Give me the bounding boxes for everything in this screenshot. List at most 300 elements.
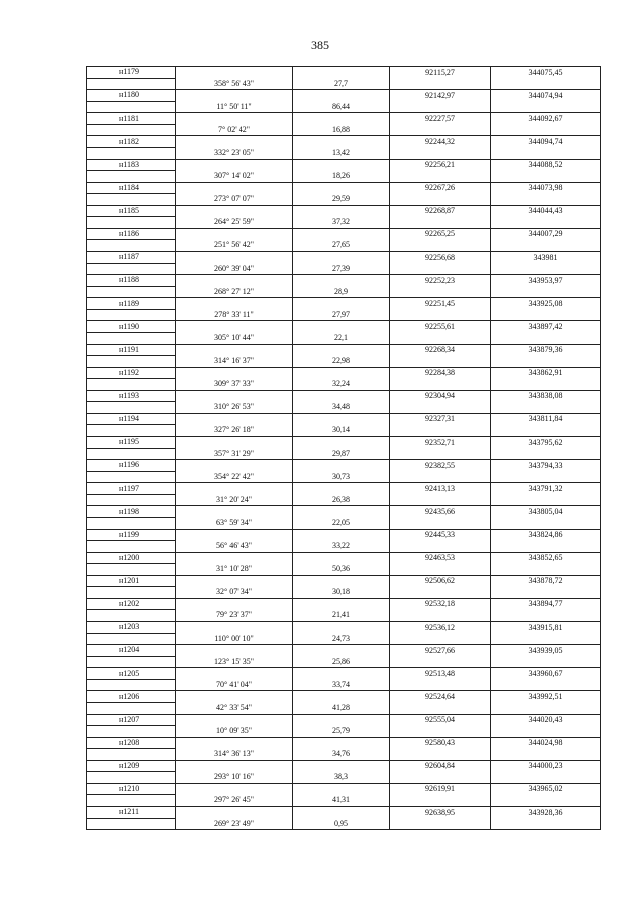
coordinates-table-body bbox=[87, 67, 601, 830]
empty-cell bbox=[176, 645, 293, 657]
direction-angle-cell: 358° 56' 43" bbox=[176, 78, 293, 90]
empty-cell bbox=[87, 379, 176, 391]
point-id-cell: н1179 bbox=[87, 67, 176, 79]
empty-cell bbox=[491, 171, 601, 183]
empty-cell bbox=[293, 598, 390, 610]
table-row bbox=[87, 818, 601, 830]
point-id-cell: н1200 bbox=[87, 552, 176, 564]
empty-cell bbox=[293, 205, 390, 217]
segment-length-cell: 30,18 bbox=[293, 587, 390, 599]
table-row bbox=[87, 494, 601, 506]
empty-cell bbox=[293, 344, 390, 356]
page-number: 385 bbox=[311, 38, 329, 52]
table-row bbox=[87, 171, 601, 183]
direction-angle-cell: 314° 16' 37" bbox=[176, 356, 293, 368]
empty-cell bbox=[390, 217, 491, 229]
table-row bbox=[87, 275, 601, 287]
x-coordinate-cell: 92604,84 bbox=[390, 760, 491, 772]
empty-cell bbox=[293, 321, 390, 333]
empty-cell bbox=[87, 101, 176, 113]
empty-cell bbox=[87, 356, 176, 368]
x-coordinate-cell: 92227,57 bbox=[390, 113, 491, 125]
point-id-cell: н1202 bbox=[87, 598, 176, 610]
x-coordinate-cell: 92445,33 bbox=[390, 529, 491, 541]
table-row bbox=[87, 726, 601, 738]
point-id-cell: н1190 bbox=[87, 321, 176, 333]
x-coordinate-cell: 92638,95 bbox=[390, 807, 491, 819]
segment-length-cell: 18,26 bbox=[293, 171, 390, 183]
empty-cell bbox=[390, 448, 491, 460]
empty-cell bbox=[176, 529, 293, 541]
segment-length-cell: 13,42 bbox=[293, 147, 390, 159]
y-coordinate-cell: 344024,98 bbox=[491, 737, 601, 749]
empty-cell bbox=[176, 413, 293, 425]
empty-cell bbox=[390, 286, 491, 298]
empty-cell bbox=[293, 783, 390, 795]
segment-length-cell: 26,38 bbox=[293, 494, 390, 506]
y-coordinate-cell: 343953,97 bbox=[491, 275, 601, 287]
y-coordinate-cell: 344000,23 bbox=[491, 760, 601, 772]
empty-cell bbox=[176, 252, 293, 264]
point-id-cell: н1195 bbox=[87, 437, 176, 449]
empty-cell bbox=[293, 760, 390, 772]
x-coordinate-cell: 92527,66 bbox=[390, 645, 491, 657]
empty-cell bbox=[390, 610, 491, 622]
empty-cell bbox=[176, 437, 293, 449]
empty-cell bbox=[390, 402, 491, 414]
table-row bbox=[87, 783, 601, 795]
table-row bbox=[87, 668, 601, 680]
point-id-cell: н1185 bbox=[87, 205, 176, 217]
empty-cell bbox=[390, 679, 491, 691]
empty-cell bbox=[176, 344, 293, 356]
empty-cell bbox=[87, 517, 176, 529]
empty-cell bbox=[491, 564, 601, 576]
empty-cell bbox=[176, 90, 293, 102]
y-coordinate-cell: 343879,36 bbox=[491, 344, 601, 356]
empty-cell bbox=[491, 494, 601, 506]
table-row bbox=[87, 402, 601, 414]
empty-cell bbox=[491, 772, 601, 784]
direction-angle-cell: 327° 26' 18" bbox=[176, 425, 293, 437]
empty-cell bbox=[491, 726, 601, 738]
x-coordinate-cell: 92268,87 bbox=[390, 205, 491, 217]
point-id-cell: н1196 bbox=[87, 460, 176, 472]
segment-length-cell: 27,65 bbox=[293, 240, 390, 252]
empty-cell bbox=[87, 124, 176, 136]
direction-angle-cell: 354° 22' 42" bbox=[176, 471, 293, 483]
empty-cell bbox=[176, 460, 293, 472]
direction-angle-cell: 269° 23' 49" bbox=[176, 818, 293, 830]
empty-cell bbox=[390, 471, 491, 483]
y-coordinate-cell: 344075,45 bbox=[491, 67, 601, 79]
table-row bbox=[87, 147, 601, 159]
direction-angle-cell: 70° 41' 04" bbox=[176, 679, 293, 691]
empty-cell bbox=[491, 818, 601, 830]
y-coordinate-cell: 344092,67 bbox=[491, 113, 601, 125]
segment-length-cell: 16,88 bbox=[293, 124, 390, 136]
direction-angle-cell: 273° 07' 07" bbox=[176, 194, 293, 206]
empty-cell bbox=[491, 749, 601, 761]
x-coordinate-cell: 92267,26 bbox=[390, 182, 491, 194]
empty-cell bbox=[491, 587, 601, 599]
table-row bbox=[87, 194, 601, 206]
direction-angle-cell: 260° 39' 04" bbox=[176, 263, 293, 275]
empty-cell bbox=[87, 494, 176, 506]
table-row bbox=[87, 471, 601, 483]
table-row bbox=[87, 182, 601, 194]
empty-cell bbox=[390, 541, 491, 553]
segment-length-cell: 22,05 bbox=[293, 517, 390, 529]
table-row bbox=[87, 101, 601, 113]
point-id-cell: н1186 bbox=[87, 228, 176, 240]
empty-cell bbox=[87, 194, 176, 206]
table-row bbox=[87, 344, 601, 356]
empty-cell bbox=[176, 298, 293, 310]
empty-cell bbox=[491, 217, 601, 229]
empty-cell bbox=[491, 101, 601, 113]
table-row bbox=[87, 136, 601, 148]
segment-length-cell: 30,14 bbox=[293, 425, 390, 437]
empty-cell bbox=[390, 702, 491, 714]
empty-cell bbox=[87, 679, 176, 691]
empty-cell bbox=[87, 471, 176, 483]
point-id-cell: н1192 bbox=[87, 367, 176, 379]
segment-length-cell: 41,28 bbox=[293, 702, 390, 714]
direction-angle-cell: 278° 33' 11" bbox=[176, 309, 293, 321]
empty-cell bbox=[176, 228, 293, 240]
empty-cell bbox=[491, 78, 601, 90]
direction-angle-cell: 357° 31' 29" bbox=[176, 448, 293, 460]
empty-cell bbox=[491, 541, 601, 553]
segment-length-cell: 29,59 bbox=[293, 194, 390, 206]
direction-angle-cell: 305° 10' 44" bbox=[176, 332, 293, 344]
direction-angle-cell: 123° 15' 35" bbox=[176, 656, 293, 668]
empty-cell bbox=[293, 575, 390, 587]
empty-cell bbox=[293, 437, 390, 449]
empty-cell bbox=[390, 494, 491, 506]
empty-cell bbox=[87, 587, 176, 599]
y-coordinate-cell: 343894,77 bbox=[491, 598, 601, 610]
empty-cell bbox=[87, 402, 176, 414]
empty-cell bbox=[293, 506, 390, 518]
table-row bbox=[87, 286, 601, 298]
empty-cell bbox=[176, 113, 293, 125]
empty-cell bbox=[390, 772, 491, 784]
direction-angle-cell: 32° 07' 34" bbox=[176, 587, 293, 599]
empty-cell bbox=[87, 772, 176, 784]
empty-cell bbox=[390, 309, 491, 321]
direction-angle-cell: 297° 26' 45" bbox=[176, 795, 293, 807]
x-coordinate-cell: 92619,91 bbox=[390, 783, 491, 795]
segment-length-cell: 29,87 bbox=[293, 448, 390, 460]
empty-cell bbox=[491, 633, 601, 645]
direction-angle-cell: 307° 14' 02" bbox=[176, 171, 293, 183]
empty-cell bbox=[293, 714, 390, 726]
segment-length-cell: 34,76 bbox=[293, 749, 390, 761]
empty-cell bbox=[176, 783, 293, 795]
x-coordinate-cell: 92244,32 bbox=[390, 136, 491, 148]
direction-angle-cell: 42° 33' 54" bbox=[176, 702, 293, 714]
segment-length-cell: 22,98 bbox=[293, 356, 390, 368]
y-coordinate-cell: 343897,42 bbox=[491, 321, 601, 333]
empty-cell bbox=[491, 795, 601, 807]
table-row bbox=[87, 645, 601, 657]
empty-cell bbox=[176, 737, 293, 749]
empty-cell bbox=[176, 159, 293, 171]
empty-cell bbox=[390, 633, 491, 645]
empty-cell bbox=[390, 147, 491, 159]
direction-angle-cell: 11° 50' 11" bbox=[176, 101, 293, 113]
empty-cell bbox=[87, 564, 176, 576]
empty-cell bbox=[390, 78, 491, 90]
empty-cell bbox=[87, 171, 176, 183]
table-row bbox=[87, 517, 601, 529]
table-row bbox=[87, 714, 601, 726]
table-row bbox=[87, 252, 601, 264]
empty-cell bbox=[87, 425, 176, 437]
empty-cell bbox=[176, 760, 293, 772]
direction-angle-cell: 310° 26' 53" bbox=[176, 402, 293, 414]
direction-angle-cell: 10° 09' 35" bbox=[176, 726, 293, 738]
empty-cell bbox=[176, 622, 293, 634]
empty-cell bbox=[491, 194, 601, 206]
point-id-cell: н1194 bbox=[87, 413, 176, 425]
empty-cell bbox=[293, 483, 390, 495]
x-coordinate-cell: 92304,94 bbox=[390, 390, 491, 402]
table-row bbox=[87, 529, 601, 541]
direction-angle-cell: 309° 37' 33" bbox=[176, 379, 293, 391]
segment-length-cell: 22,1 bbox=[293, 332, 390, 344]
y-coordinate-cell: 344088,52 bbox=[491, 159, 601, 171]
table-row bbox=[87, 633, 601, 645]
x-coordinate-cell: 92580,43 bbox=[390, 737, 491, 749]
empty-cell bbox=[491, 332, 601, 344]
empty-cell bbox=[176, 205, 293, 217]
y-coordinate-cell: 343915,81 bbox=[491, 622, 601, 634]
empty-cell bbox=[87, 702, 176, 714]
empty-cell bbox=[293, 390, 390, 402]
point-id-cell: н1198 bbox=[87, 506, 176, 518]
segment-length-cell: 37,32 bbox=[293, 217, 390, 229]
empty-cell bbox=[176, 598, 293, 610]
x-coordinate-cell: 92115,27 bbox=[390, 67, 491, 79]
empty-cell bbox=[176, 552, 293, 564]
empty-cell bbox=[87, 78, 176, 90]
empty-cell bbox=[293, 807, 390, 819]
point-id-cell: н1204 bbox=[87, 645, 176, 657]
y-coordinate-cell: 344073,98 bbox=[491, 182, 601, 194]
table-row bbox=[87, 298, 601, 310]
table-row bbox=[87, 587, 601, 599]
direction-angle-cell: 264° 25' 59" bbox=[176, 217, 293, 229]
x-coordinate-cell: 92327,31 bbox=[390, 413, 491, 425]
x-coordinate-cell: 92284,38 bbox=[390, 367, 491, 379]
empty-cell bbox=[176, 136, 293, 148]
empty-cell bbox=[176, 367, 293, 379]
segment-length-cell: 28,9 bbox=[293, 286, 390, 298]
empty-cell bbox=[176, 506, 293, 518]
direction-angle-cell: 56° 46' 43" bbox=[176, 541, 293, 553]
table-row bbox=[87, 575, 601, 587]
point-id-cell: н1187 bbox=[87, 252, 176, 264]
y-coordinate-cell: 344044,43 bbox=[491, 205, 601, 217]
y-coordinate-cell: 343795,62 bbox=[491, 437, 601, 449]
table-row bbox=[87, 483, 601, 495]
table-row bbox=[87, 413, 601, 425]
empty-cell bbox=[176, 714, 293, 726]
point-id-cell: н1209 bbox=[87, 760, 176, 772]
empty-cell bbox=[87, 726, 176, 738]
empty-cell bbox=[87, 749, 176, 761]
y-coordinate-cell: 344007,29 bbox=[491, 228, 601, 240]
x-coordinate-cell: 92513,48 bbox=[390, 668, 491, 680]
empty-cell bbox=[390, 726, 491, 738]
table-row bbox=[87, 656, 601, 668]
table-row bbox=[87, 78, 601, 90]
y-coordinate-cell: 343791,32 bbox=[491, 483, 601, 495]
point-id-cell: н1206 bbox=[87, 691, 176, 703]
point-id-cell: н1188 bbox=[87, 275, 176, 287]
empty-cell bbox=[390, 171, 491, 183]
table-row bbox=[87, 309, 601, 321]
direction-angle-cell: 251° 56' 42" bbox=[176, 240, 293, 252]
table-row bbox=[87, 610, 601, 622]
empty-cell bbox=[293, 298, 390, 310]
empty-cell bbox=[176, 575, 293, 587]
table-row bbox=[87, 67, 601, 79]
direction-angle-cell: 268° 27' 12" bbox=[176, 286, 293, 298]
table-row bbox=[87, 702, 601, 714]
table-row bbox=[87, 113, 601, 125]
point-id-cell: н1197 bbox=[87, 483, 176, 495]
direction-angle-cell: 79° 23' 37" bbox=[176, 610, 293, 622]
direction-angle-cell: 31° 10' 28" bbox=[176, 564, 293, 576]
empty-cell bbox=[176, 321, 293, 333]
empty-cell bbox=[293, 67, 390, 79]
x-coordinate-cell: 92413,13 bbox=[390, 483, 491, 495]
segment-length-cell: 0,95 bbox=[293, 818, 390, 830]
empty-cell bbox=[491, 471, 601, 483]
y-coordinate-cell: 343878,72 bbox=[491, 575, 601, 587]
empty-cell bbox=[491, 356, 601, 368]
x-coordinate-cell: 92352,71 bbox=[390, 437, 491, 449]
point-id-cell: н1181 bbox=[87, 113, 176, 125]
empty-cell bbox=[87, 656, 176, 668]
y-coordinate-cell: 343960,67 bbox=[491, 668, 601, 680]
point-id-cell: н1207 bbox=[87, 714, 176, 726]
direction-angle-cell: 332° 23' 05" bbox=[176, 147, 293, 159]
table-row bbox=[87, 737, 601, 749]
table-row bbox=[87, 448, 601, 460]
empty-cell bbox=[293, 90, 390, 102]
table-row bbox=[87, 807, 601, 819]
segment-length-cell: 24,73 bbox=[293, 633, 390, 645]
empty-cell bbox=[293, 668, 390, 680]
table-row bbox=[87, 622, 601, 634]
empty-cell bbox=[390, 587, 491, 599]
x-coordinate-cell: 92255,61 bbox=[390, 321, 491, 333]
empty-cell bbox=[293, 182, 390, 194]
empty-cell bbox=[491, 263, 601, 275]
empty-cell bbox=[390, 656, 491, 668]
empty-cell bbox=[87, 240, 176, 252]
empty-cell bbox=[390, 517, 491, 529]
x-coordinate-cell: 92506,62 bbox=[390, 575, 491, 587]
empty-cell bbox=[176, 275, 293, 287]
empty-cell bbox=[87, 448, 176, 460]
empty-cell bbox=[87, 263, 176, 275]
empty-cell bbox=[491, 286, 601, 298]
table-row bbox=[87, 598, 601, 610]
table-row bbox=[87, 228, 601, 240]
empty-cell bbox=[293, 275, 390, 287]
empty-cell bbox=[87, 795, 176, 807]
segment-length-cell: 50,36 bbox=[293, 564, 390, 576]
empty-cell bbox=[491, 124, 601, 136]
point-id-cell: н1205 bbox=[87, 668, 176, 680]
empty-cell bbox=[491, 517, 601, 529]
empty-cell bbox=[491, 656, 601, 668]
empty-cell bbox=[390, 795, 491, 807]
direction-angle-cell: 314° 36' 13" bbox=[176, 749, 293, 761]
empty-cell bbox=[390, 194, 491, 206]
segment-length-cell: 86,44 bbox=[293, 101, 390, 113]
x-coordinate-cell: 92142,97 bbox=[390, 90, 491, 102]
y-coordinate-cell: 344094,74 bbox=[491, 136, 601, 148]
empty-cell bbox=[293, 691, 390, 703]
y-coordinate-cell: 344074,94 bbox=[491, 90, 601, 102]
table-row bbox=[87, 263, 601, 275]
y-coordinate-cell: 343981 bbox=[491, 252, 601, 264]
direction-angle-cell: 7° 02' 42" bbox=[176, 124, 293, 136]
empty-cell bbox=[87, 818, 176, 830]
table-row bbox=[87, 460, 601, 472]
table-row bbox=[87, 691, 601, 703]
segment-length-cell: 30,73 bbox=[293, 471, 390, 483]
empty-cell bbox=[176, 67, 293, 79]
empty-cell bbox=[390, 332, 491, 344]
empty-cell bbox=[491, 379, 601, 391]
y-coordinate-cell: 343805,04 bbox=[491, 506, 601, 518]
point-id-cell: н1210 bbox=[87, 783, 176, 795]
segment-length-cell: 33,22 bbox=[293, 541, 390, 553]
y-coordinate-cell: 343939,05 bbox=[491, 645, 601, 657]
point-id-cell: н1201 bbox=[87, 575, 176, 587]
empty-cell bbox=[491, 309, 601, 321]
empty-cell bbox=[87, 309, 176, 321]
segment-length-cell: 38,3 bbox=[293, 772, 390, 784]
point-id-cell: н1184 bbox=[87, 182, 176, 194]
table-row bbox=[87, 90, 601, 102]
table-row bbox=[87, 379, 601, 391]
table-row bbox=[87, 772, 601, 784]
direction-angle-cell: 31° 20' 24" bbox=[176, 494, 293, 506]
empty-cell bbox=[491, 240, 601, 252]
x-coordinate-cell: 92435,66 bbox=[390, 506, 491, 518]
table-row bbox=[87, 541, 601, 553]
segment-length-cell: 27,7 bbox=[293, 78, 390, 90]
point-id-cell: н1203 bbox=[87, 622, 176, 634]
empty-cell bbox=[293, 622, 390, 634]
empty-cell bbox=[176, 807, 293, 819]
segment-length-cell: 32,24 bbox=[293, 379, 390, 391]
empty-cell bbox=[293, 113, 390, 125]
table-row bbox=[87, 506, 601, 518]
empty-cell bbox=[293, 367, 390, 379]
y-coordinate-cell: 343992,51 bbox=[491, 691, 601, 703]
empty-cell bbox=[491, 610, 601, 622]
